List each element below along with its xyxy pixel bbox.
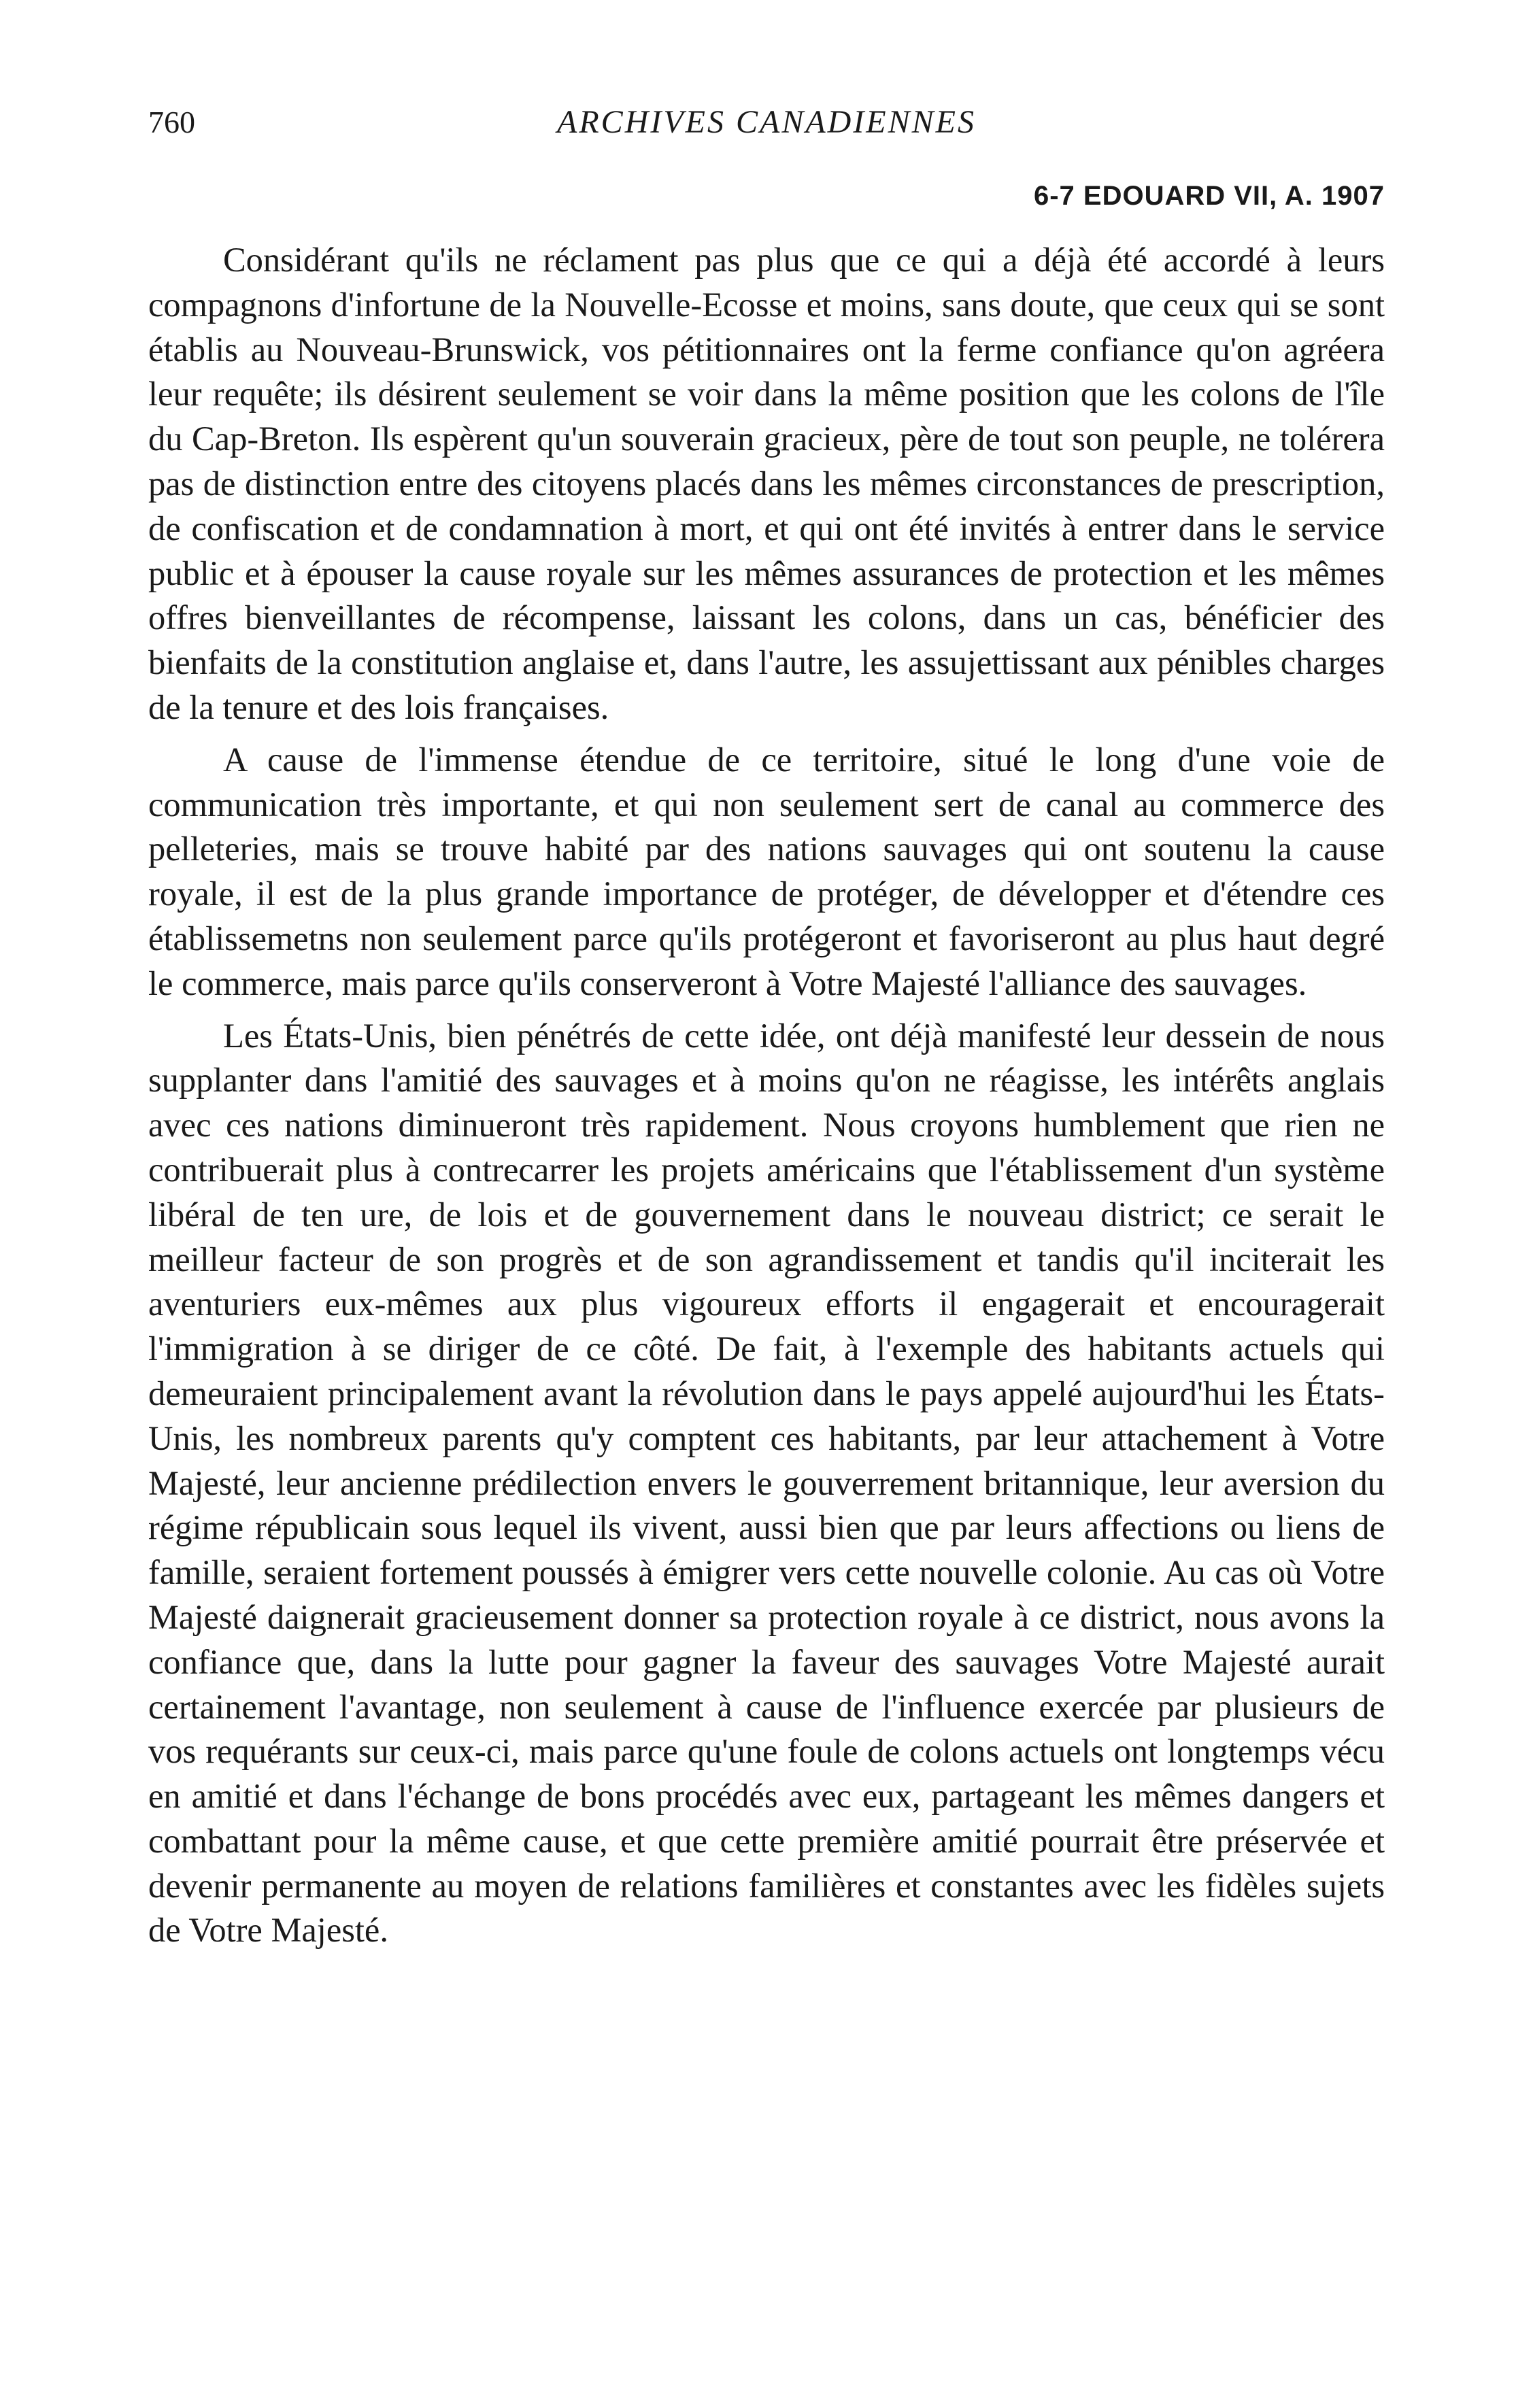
- body-text: [148, 238, 1385, 1961]
- paragraph: Considérant qu'ils ne réclament pas plus que ce qui a déjà été accordé à leurs compagnons d'infortune de la Nouvelle-Ecosse et moins, sans doute, que ceux qui se sont établis au Nouveau-Brunswick, vos pétitionnaires ont la ferme confiance qu'on agréera leur requête; ils désirent seulement se voir dans la même position que les colons de l'île du Cap-Breton. Ils espèrent qu'un souverain gracieux, père de tout son peuple, ne tolérera pas de distinction entre des citoyens placés dans les mêmes circonstances de prescription, de confiscation et de condamnation à mort, et qui ont été invités à entrer dans le service public et à épouser la cause royale sur les mêmes assurances de protection et les mêmes offres bienveillantes de récompense, laissant les colons, dans un cas, bénéficier des bienfaits de la constitution anglaise et, dans l'autre, les assujettissant aux pénibles charges de la tenure et des lois françaises.: [148, 241, 1385, 726]
- running-title: ARCHIVES CANADIENNES: [557, 104, 976, 140]
- page-header: [148, 102, 1385, 150]
- paragraph: Les États-Unis, bien pénétrés de cette idée, ont déjà manifesté leur dessein de nous supplanter dans l'amitié des sauvages et à moins qu'on ne réagisse, les intérêts anglais avec ces nations diminueront très rapidement. Nous croyons humblement que rien ne contribuerait plus à contrecarrer les projets américains que l'établissement d'un système libéral de ten ure, de lois et de gouvernement dans le nouveau district; ce serait le meilleur facteur de son progrès et de son agrandissement et tandis qu'il inciterait les aventuriers eux-mêmes aux plus vigoureux efforts il engagerait et encouragerait l'immigration à se diriger de ce côté. De fait, à l'exemple des habitants actuels qui demeuraient principalement avant la révolution dans le pays appelé aujourd'hui les États-Unis, les nombreux parents qu'y comptent ces habitants, par leur attachement à Votre Majesté, leur ancienne prédilection envers le gouverrement britannique, leur aversion du régime républicain sous lequel ils vivent, aussi bien que par leurs affections ou liens de famille, seraient fortement poussés à émigrer vers cette nouvelle colonie. Au cas où Votre Majesté daignerait gracieusement donner sa protection royale à ce district, nous avons la confiance que, dans la lutte pour gagner la faveur des sauvages Votre Majesté aurait certainement l'avantage, non seulement à cause de l'influence exercée par plusieurs de vos requérants sur ceux-ci, mais parce qu'une foule de colons actuels ont longtemps vécu en amitié et dans l'échange de bons procédés avec eux, partageant les mêmes dangers et combattant pour la même cause, et que cette première amitié pourrait être préservée et devenir permanente au moyen de relations familières et constantes avec les fidèles sujets de Votre Majesté.: [148, 1016, 1385, 1950]
- paragraph: A cause de l'immense étendue de ce territoire, situé le long d'une voie de communication très importante, et qui non seulement sert de canal au commerce des pelleteries, mais se trouve habité par des nations sauvages qui ont soutenu la cause royale, il est de la plus grande importance de protéger, de développer et d'étendre ces établissemetns non seulement parce qu'ils protégeront et favoriseront au plus haut degré le commerce, mais parce qu'ils conserveront à Votre Majesté l'alliance des sauvages.: [148, 740, 1385, 1002]
- session-label: 6-7 EDOUARD VII, A. 1907: [1033, 181, 1385, 211]
- page-number: 760: [148, 105, 195, 139]
